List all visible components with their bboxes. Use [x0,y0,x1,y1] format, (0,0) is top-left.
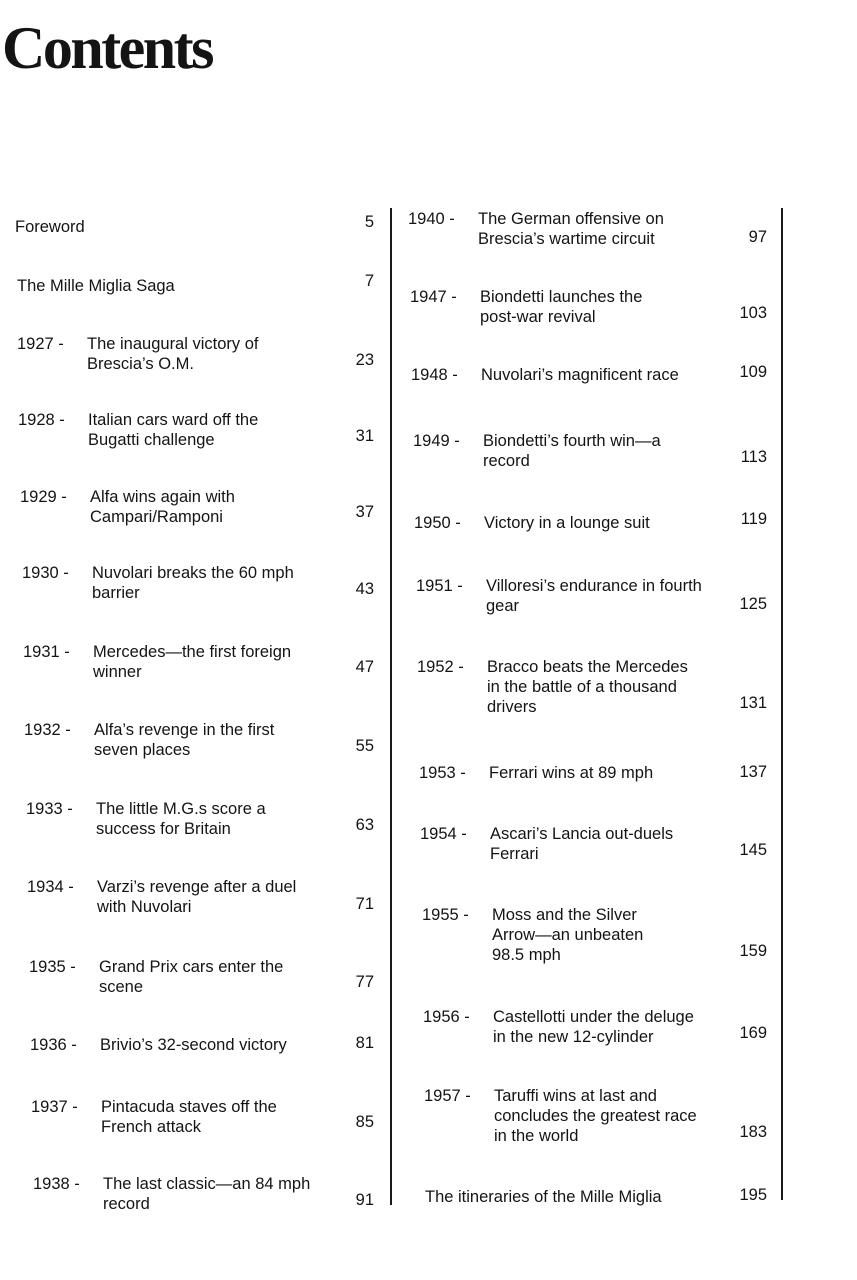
toc-page-number: 55 [355,737,374,755]
toc-entry-year: 1938 - [33,1175,80,1193]
toc-page-number: 131 [739,694,767,712]
toc-entry-year: 1936 - [30,1036,77,1054]
toc-entry-year: 1956 - [423,1008,470,1026]
toc-entry-year: 1954 - [420,825,467,843]
toc-entry-title: Pintacuda staves off the French attack [101,1098,277,1136]
toc-entry-title: Castellotti under the deluge in the new 12-cylinder [493,1008,694,1046]
toc-entry-year: 1933 - [26,800,73,818]
toc-entry-year: 1940 - [408,210,455,228]
toc-page-number: 195 [739,1186,767,1204]
toc-entry-title: Villoresi’s endurance in fourth gear [486,577,702,615]
toc-entry-title: Bracco beats the Mercedes in the battle of a thousand drivers [487,658,688,716]
toc-entry-title: Biondetti launches the post-war revival [480,288,643,326]
toc-entry-title: Nuvolari’s magnificent race [481,366,679,384]
toc-page-number: 81 [355,1034,374,1052]
toc-entry-title: Italian cars ward off the Bugatti challenge [88,411,259,449]
toc-entry-year: 1932 - [24,721,71,739]
toc-entry-title: The German offensive on Brescia’s wartime circuit [478,210,664,248]
toc-entry-year: 1934 - [27,878,74,896]
toc-entry-year: 1928 - [18,411,65,429]
toc-page-number: 47 [355,658,374,676]
toc-page-number: 119 [740,510,767,528]
toc-entry-title: Ascari’s Lancia out-duels Ferrari [490,825,674,863]
toc-entry-title: The Mille Miglia Saga [17,277,175,295]
toc-page-number: 63 [355,816,374,834]
toc-entry-title: The little M.G.s score a success for Britain [96,800,266,838]
toc-page-number: 23 [355,351,374,369]
toc-entry-title: Biondetti’s fourth win—a record [483,432,661,470]
toc-entry-title: Brivio’s 32-second victory [100,1036,287,1054]
toc-page-number: 5 [364,213,374,231]
page-title: Contents [2,15,213,81]
toc-entry-year: 1955 - [422,906,469,924]
toc-page-number: 113 [740,448,767,466]
toc-entry-year: 1950 - [414,514,461,532]
toc-page-number: 109 [739,363,767,381]
toc-page-number: 137 [739,763,767,781]
toc-entry-year: 1949 - [413,432,460,450]
toc-entry-title: The inaugural victory of Brescia’s O.M. [87,335,259,373]
toc-entry-year: 1930 - [22,564,69,582]
toc-page-number: 7 [364,272,374,290]
toc-page-number: 43 [355,580,374,598]
toc-page-number: 159 [739,942,767,960]
toc-page-number: 85 [355,1113,374,1131]
toc-page-number: 97 [748,228,767,246]
toc-page-number: 77 [355,973,374,991]
toc-page-number: 103 [739,304,767,322]
toc-entry-title: The last classic—an 84 mph record [103,1175,311,1213]
column-divider-right [781,208,783,1200]
toc-page-number: 37 [355,503,374,521]
toc-entry-title: Grand Prix cars enter the scene [99,958,284,996]
toc-entry-year: 1952 - [417,658,464,676]
toc-entry-title: Victory in a lounge suit [484,514,650,532]
toc-entry-title: The itineraries of the Mille Miglia [425,1188,662,1206]
toc-entry-title: Alfa’s revenge in the first seven places [94,721,275,759]
toc-entry-year: 1947 - [410,288,457,306]
toc-entry-year: 1957 - [424,1087,471,1105]
toc-page-number: 91 [355,1191,374,1209]
toc-page-number: 183 [739,1123,767,1141]
toc-page-number: 169 [739,1024,767,1042]
toc-entry-title: Moss and the Silver Arrow—an unbeaten 98.5 mph [492,906,644,964]
toc-page-number: 145 [739,841,767,859]
toc-entry-year: 1927 - [17,335,64,353]
toc-page-number: 125 [739,595,767,613]
toc-entry-year: 1953 - [419,764,466,782]
column-divider-left [390,208,392,1205]
toc-entry-title: Foreword [15,218,85,236]
toc-entry-title: Varzi’s revenge after a duel with Nuvolari [97,878,297,916]
toc-entry-year: 1948 - [411,366,458,384]
toc-page-number: 71 [355,895,374,913]
toc-entry-year: 1951 - [416,577,463,595]
toc-entry-title: Taruffi wins at last and concludes the greatest race in the world [494,1087,697,1145]
toc-entry-year: 1931 - [23,643,70,661]
toc-entry-year: 1929 - [20,488,67,506]
toc-entry-title: Ferrari wins at 89 mph [489,764,654,782]
toc-entry-year: 1935 - [29,958,76,976]
toc-entry-year: 1937 - [31,1098,78,1116]
toc-entry-title: Mercedes—the first foreign winner [93,643,292,681]
toc-entry-title: Alfa wins again with Campari/Ramponi [90,488,235,526]
toc-page-number: 31 [355,427,374,445]
toc-entry-title: Nuvolari breaks the 60 mph barrier [92,564,294,602]
